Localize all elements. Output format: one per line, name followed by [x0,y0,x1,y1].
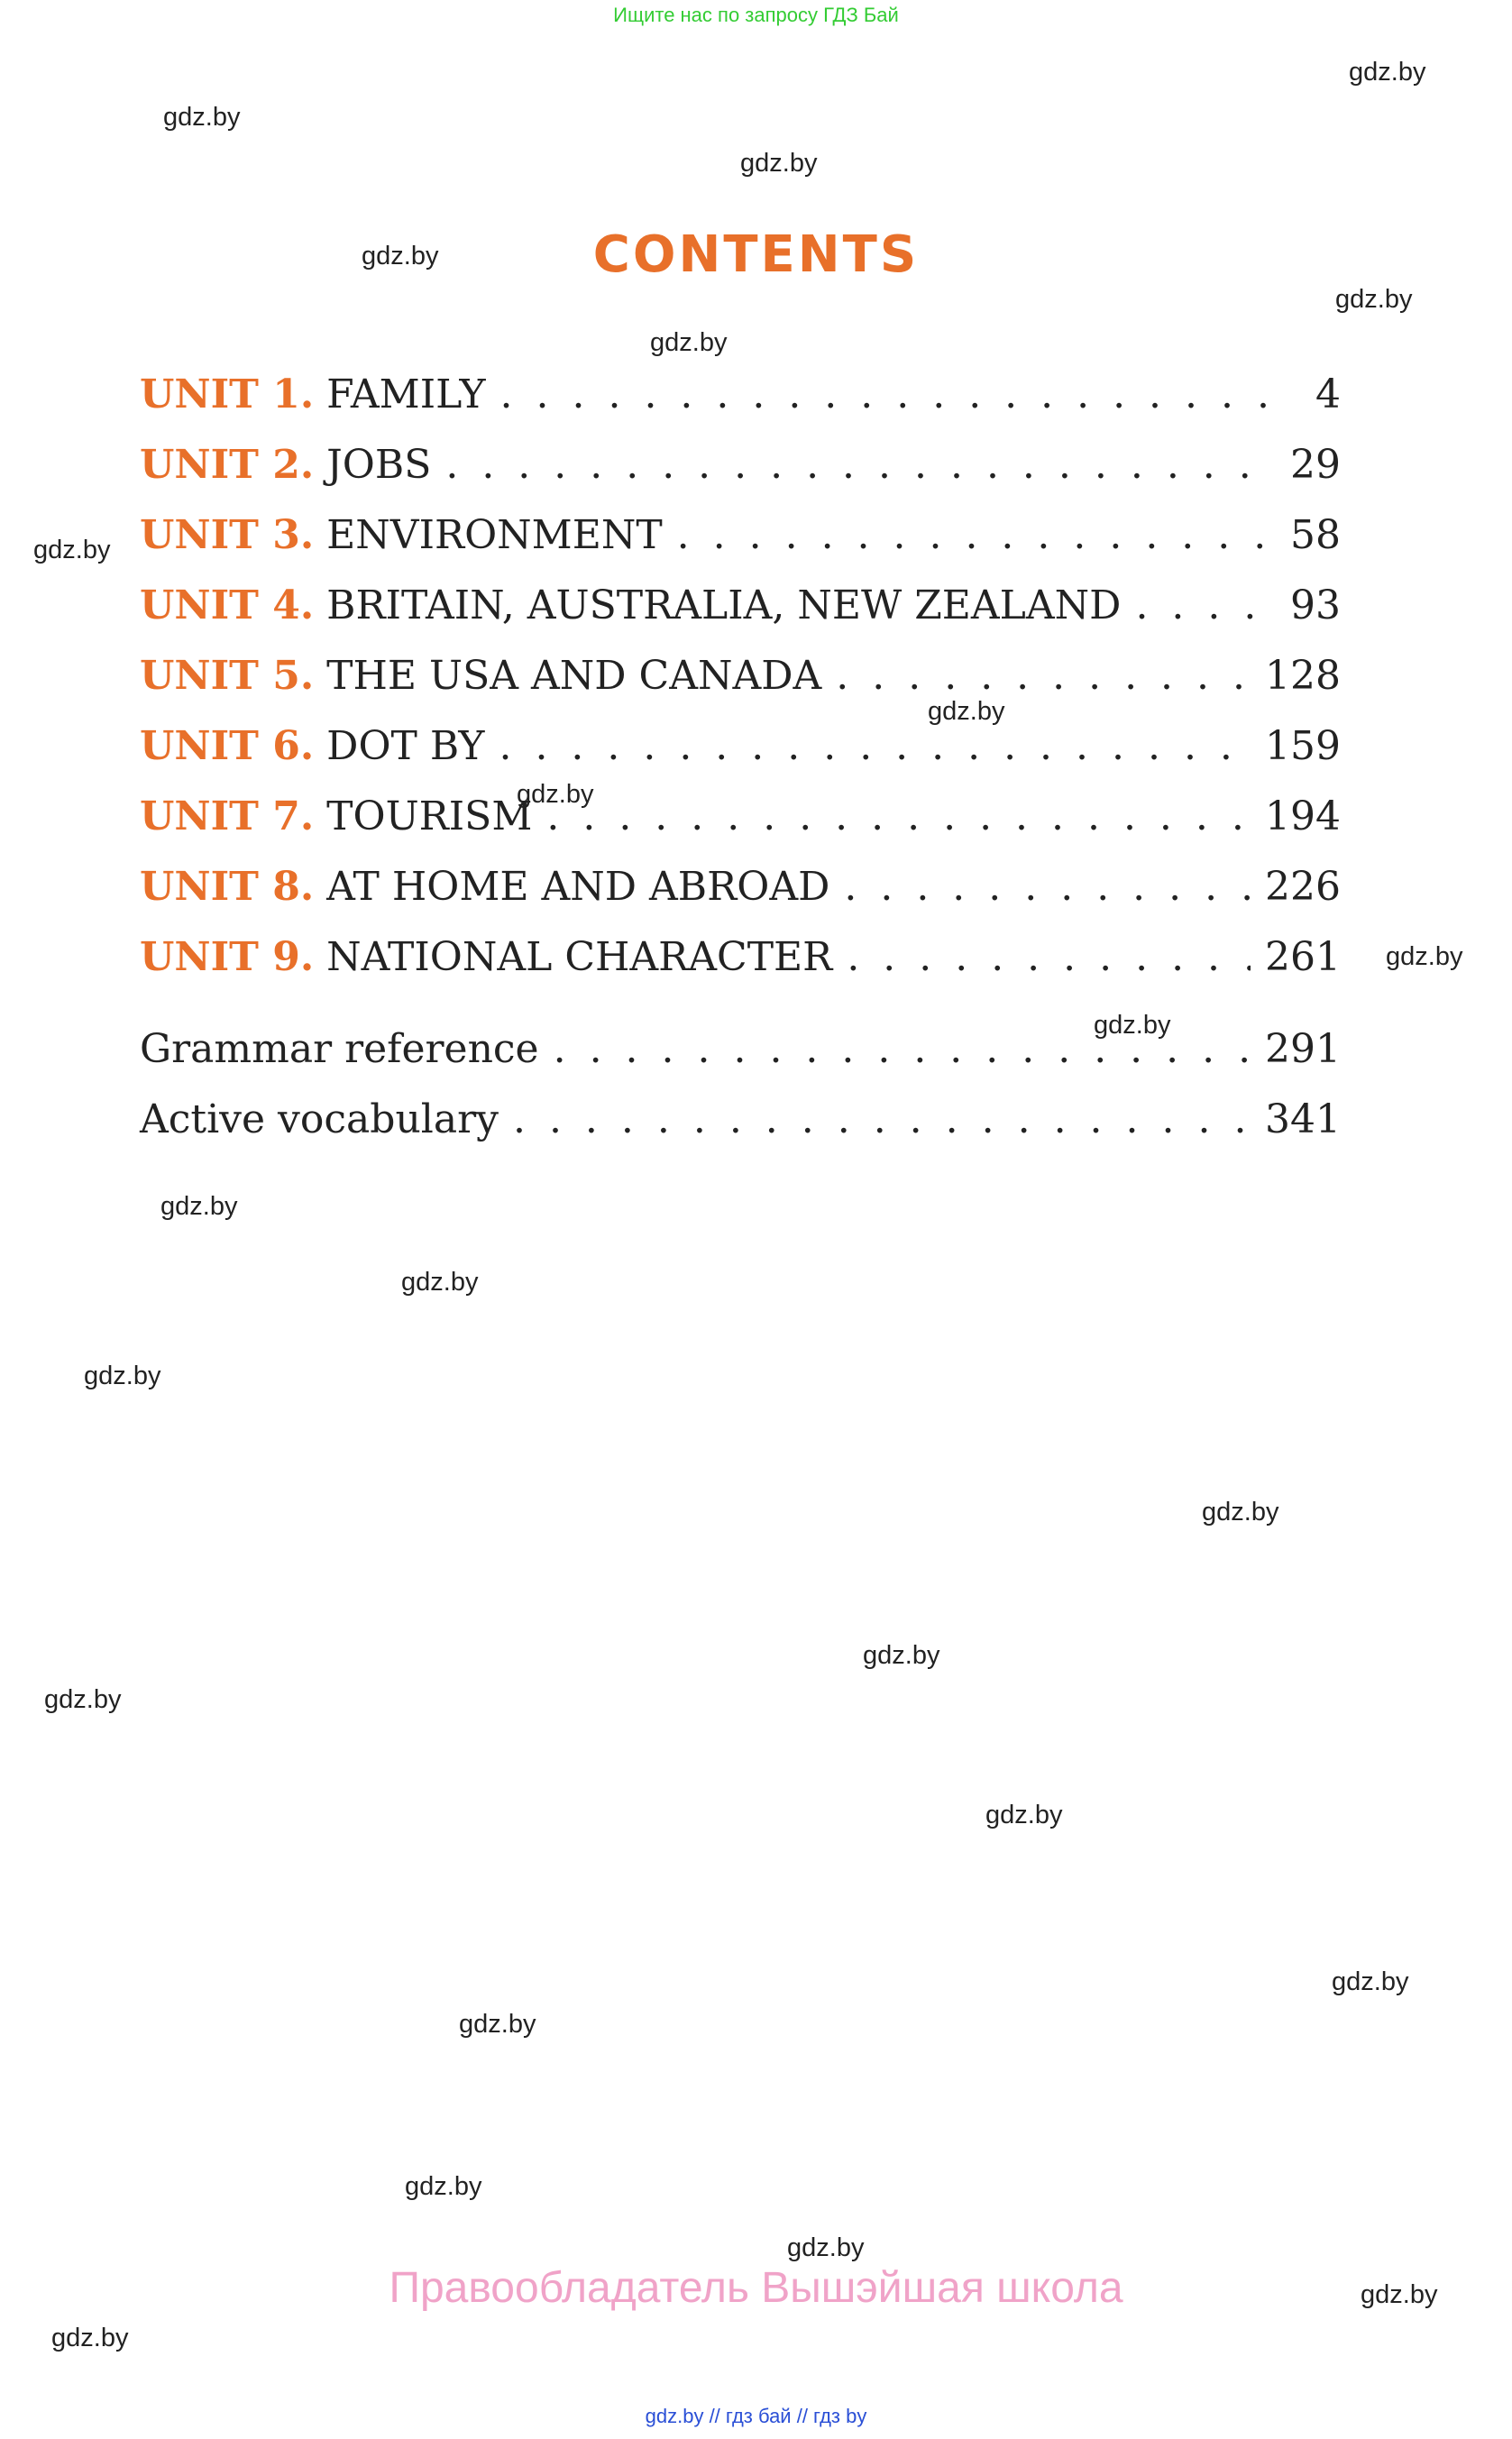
leader-dots [513,1096,1251,1142]
watermark: gdz.by [33,536,111,564]
watermark: gdz.by [863,1641,940,1670]
page-number: 291 [1265,1026,1341,1072]
watermark: gdz.by [787,2233,865,2262]
toc-row-unit-5[interactable] [140,653,1341,707]
page-number: 29 [1290,442,1341,488]
page-number: 4 [1315,371,1341,417]
unit-label: UNIT 7. [140,793,315,839]
entry-title: Active vocabulary [140,1096,499,1142]
unit-label: UNIT 3. [140,512,315,558]
toc-row-unit-1[interactable] [140,371,1341,426]
page-number: 93 [1290,582,1341,628]
toc-row-active-vocabulary[interactable] [140,1096,1341,1151]
unit-title: BRITAIN, AUSTRALIA, NEW ZEALAND [326,582,1122,628]
unit-title: JOBS [326,442,432,488]
leader-dots [546,793,1251,839]
unit-title: FAMILY [326,371,486,417]
unit-label: UNIT 5. [140,653,315,699]
watermark: gdz.by [1335,285,1413,314]
watermark: gdz.by [1349,58,1426,87]
watermark: gdz.by [84,1362,161,1390]
watermark: gdz.by [1094,1011,1171,1040]
page-number: 58 [1290,512,1341,558]
watermark: gdz.by [1202,1498,1279,1527]
leader-dots [500,371,1272,417]
page-title: CONTENTS [592,225,920,284]
leader-dots [445,442,1272,488]
page-number: 226 [1265,864,1341,910]
page-number: 341 [1265,1096,1341,1142]
toc-row-unit-9[interactable] [140,934,1341,988]
top-banner: Ищите нас по запросу ГДЗ Бай [613,4,899,26]
watermark: gdz.by [740,149,818,178]
leader-dots [844,864,1251,910]
page-number: 159 [1265,723,1341,769]
toc-row-unit-7[interactable] [140,793,1341,848]
page-number: 128 [1265,653,1341,699]
watermark: gdz.by [401,1268,479,1297]
footer-links[interactable]: gdz.by // гдз бай // гдз by [645,2405,867,2427]
unit-title: ENVIRONMENT [326,512,663,558]
watermark: gdz.by [517,780,594,809]
watermark: gdz.by [1332,1967,1409,1996]
toc-row-unit-6[interactable] [140,723,1341,777]
watermark: gdz.by [650,328,728,357]
watermark: gdz.by [985,1801,1063,1829]
entry-title: Grammar reference [140,1026,539,1072]
leader-dots [847,934,1251,980]
watermark: gdz.by [44,1685,122,1714]
leader-dots [836,653,1251,699]
watermark: gdz.by [362,242,439,270]
toc-row-unit-8[interactable] [140,864,1341,918]
unit-label: UNIT 9. [140,934,315,980]
unit-label: UNIT 6. [140,723,315,769]
toc-row-unit-3[interactable] [140,512,1341,566]
unit-title: DOT BY [326,723,485,769]
page-number: 194 [1265,793,1341,839]
unit-label: UNIT 2. [140,442,315,488]
watermark: gdz.by [160,1192,238,1221]
leader-dots [1135,582,1272,628]
watermark: gdz.by [163,103,241,132]
unit-label: UNIT 8. [140,864,315,910]
leader-dots [677,512,1272,558]
watermark: gdz.by [51,2324,129,2352]
copyright-notice: Правообладатель Вышэйшая школа [389,2264,1123,2312]
unit-label: UNIT 4. [140,582,315,628]
unit-title: TOURISM [326,793,533,839]
page-number: 261 [1265,934,1341,980]
unit-title: AT HOME AND ABROAD [326,864,830,910]
watermark: gdz.by [1386,942,1463,971]
watermark: gdz.by [459,2010,536,2039]
watermark: gdz.by [1361,2280,1438,2309]
watermark: gdz.by [928,697,1005,726]
leader-dots [499,723,1251,769]
unit-title: THE USA AND CANADA [326,653,822,699]
watermark: gdz.by [405,2172,482,2201]
toc-row-unit-4[interactable] [140,582,1341,637]
unit-title: NATIONAL CHARACTER [326,934,833,980]
toc-row-unit-2[interactable] [140,442,1341,496]
unit-label: UNIT 1. [140,371,315,417]
